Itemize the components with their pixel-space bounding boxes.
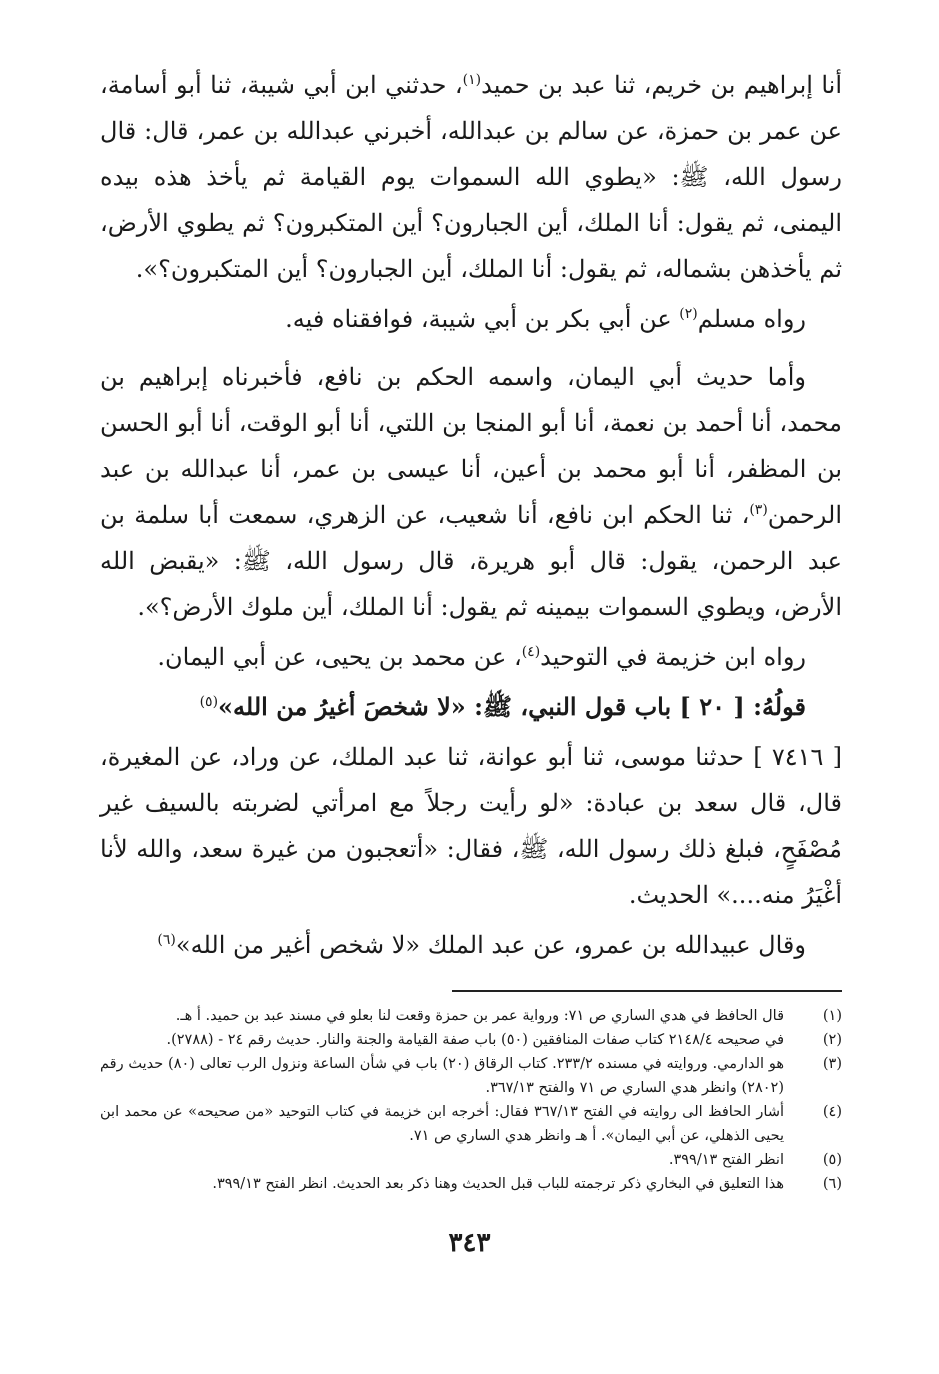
chapter-heading bbox=[100, 684, 842, 730]
footnote-item bbox=[100, 1148, 842, 1172]
footnote-number: (٤) bbox=[822, 1104, 842, 1120]
footnote-text: هذا التعليق في البخاري ذكر ترجمته للباب قبل الحديث وهنا ذكر بعد الحديث. انظر الفتح ٣٩٩/١٣. bbox=[212, 1176, 784, 1192]
chapter-title: قولُهُ: [ ٢٠ ] باب قول النبي، ﷺ: «لا شخصَ أغيرُ من الله» bbox=[218, 692, 806, 721]
hadith-7416 bbox=[100, 734, 842, 918]
paragraph-text: وأما حديث أبي اليمان، واسمه الحكم بن نافع، فأخبرناه إبراهيم بن محمد، أنا أحمد بن نعمة، أنا أبو المنجا بن اللتي، أنا أبو الوقت، أنا أبو الحسن بن المظفر، أنا أبو محمد بن أعين، أنا عيسى بن عمر، أنا عبدالله بن عبد الرحمن bbox=[100, 363, 842, 529]
paragraph-text: ، ثنا الحكم ابن نافع، أنا شعيب، عن الزهري، سمعت أبا سلمة بن عبد الرحمن، يقول: قال أبو هريرة، قال رسول الله، ﷺ: «يقبض الله الأرض، ويطوي السموات بيمينه ثم يقول: أنا الملك، أين ملوك الأرض؟». bbox=[100, 501, 842, 621]
footnote-text: أشار الحافظ الى روايته في الفتح ٣٦٧/١٣ فقال: أخرجه ابن خزيمة في كتاب التوحيد «من صحيحه» عن محمد ابن يحيى الذهلي، عن أبي اليمان». أ هـ وانظر هدي الساري ص ٧١. bbox=[100, 1104, 784, 1144]
footnote-text: قال الحافظ في هدي الساري ص ٧١: ورواية عمر بن حمزة وقعت لنا بعلو في مسند عبد بن حميد. أ هـ. bbox=[175, 1008, 784, 1024]
footnote-ref-4[interactable]: (٤) bbox=[521, 644, 541, 660]
paragraph-ibn-khuzayma bbox=[100, 634, 842, 680]
footnote-item bbox=[100, 1100, 842, 1148]
paragraph-text: أنا إبراهيم بن خريم، ثنا عبد بن حميد bbox=[481, 71, 842, 99]
hadith-text: [ ٧٤١٦ ] حدثنا موسى، ثنا أبو عوانة، ثنا عبد الملك، عن وراد، عن المغيرة، قال، قال سعد بن عبادة: «لو رأيت رجلاً مع امرأتي لضربته بالسيف غير مُصْفَحٍ، فبلغ ذلك رسول الله، ﷺ، فقال: «أتعجبون من غيرة سعد، والله لأنا أغْيَرُ منه....» الحديث. bbox=[100, 743, 842, 909]
footnote-ref-2[interactable]: (٢) bbox=[679, 306, 698, 322]
paragraph-text: وقال عبيدالله بن عمرو، عن عبد الملك «لا شخص أغير من الله» bbox=[175, 931, 806, 959]
footnote-ref-1[interactable]: (١) bbox=[462, 72, 482, 88]
page-number: ٣٤٣ bbox=[448, 1228, 491, 1258]
paragraph-ubaydullah bbox=[100, 922, 842, 968]
paragraph-text: عن أبي بكر بن أبي شيبة، فوافقناه فيه. bbox=[285, 305, 680, 333]
paragraph-text: رواه ابن خزيمة في التوحيد bbox=[540, 643, 806, 671]
footnote-ref-3[interactable]: (٣) bbox=[749, 502, 768, 518]
footnote-ref-5[interactable]: (٥) bbox=[199, 694, 219, 710]
footnote-number: (٢) bbox=[822, 1032, 842, 1048]
footnote-item bbox=[100, 1004, 842, 1028]
main-text bbox=[100, 62, 842, 968]
footnote-item bbox=[100, 1172, 842, 1196]
paragraph-isnad-ibn-umar bbox=[100, 62, 842, 292]
footnote-item bbox=[100, 1052, 842, 1100]
footnote-item bbox=[100, 1028, 842, 1052]
footnote-text: انظر الفتح ٣٩٩/١٣. bbox=[668, 1152, 784, 1168]
footnote-text: في صحيحه ٢١٤٨/٤ كتاب صفات المنافقين (٥٠) باب صفة القيامة والجنة والنار. حديث رقم ٢٤ - (٢٧٨٨). bbox=[166, 1032, 784, 1048]
paragraph-text: رواه مسلم bbox=[697, 305, 806, 333]
footnotes bbox=[100, 1004, 842, 1196]
footnote-text: هو الدارمي. وروايته في مسنده ٢٣٣/٢. كتاب الرقاق (٢٠) باب في شأن الساعة ونزول الرب تعالى (٨٠) حديث رقم (٢٨٠٢) وانظر هدي الساري ص ٧١ والفتح ٣٦٧/١٣. bbox=[100, 1056, 784, 1096]
footnote-number: (٥) bbox=[822, 1152, 842, 1168]
page-content bbox=[100, 62, 842, 1196]
footnote-divider bbox=[452, 990, 842, 992]
paragraph-abu-al-yaman bbox=[100, 354, 842, 630]
paragraph-text: ، حدثني ابن أبي شيبة، ثنا أبو أسامة، عن عمر بن حمزة، عن سالم بن عبدالله، أخبرني عبدالله بن عمر، قال: قال رسول الله، ﷺ: «يطوي الله السموات يوم القيامة ثم يأخذ هذه بيده اليمنى، ثم يقول: أنا الملك، أين الجبارون؟ أين المتكبرون؟ ثم يطوي الأرض، ثم يأخذهن بشماله، ثم يقول: أنا الملك، أين الجبارون؟ أين المتكبرون؟». bbox=[100, 71, 842, 283]
footnote-ref-6[interactable]: (٦) bbox=[157, 932, 176, 948]
footnote-number: (٦) bbox=[822, 1176, 842, 1192]
footnote-number: (١) bbox=[822, 1008, 842, 1024]
footnote-number: (٣) bbox=[822, 1056, 842, 1072]
paragraph-muslim bbox=[100, 296, 842, 342]
paragraph-text: ، عن محمد بن يحيى، عن أبي اليمان. bbox=[157, 643, 522, 671]
